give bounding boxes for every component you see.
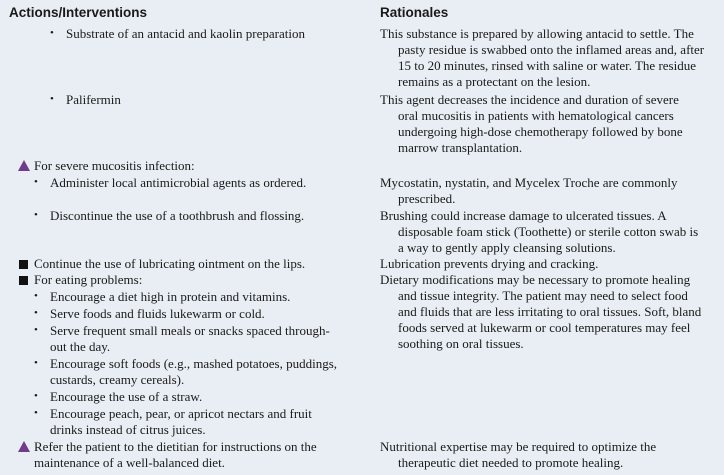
rationale-line: Brushing could increase damage to ulcerated tissues. A (380, 208, 667, 223)
action-dietitian-line1: Refer the patient to the dietitian for instructions on the (34, 439, 317, 454)
rationale-line: and fluids that are less irritating to oral tissues. Soft, bland (398, 304, 702, 319)
rationale-palifermin (380, 92, 718, 156)
bullet-icon: • (34, 209, 38, 221)
rationale-line: undergoing high-dose chemotherapy followed by bone (398, 124, 683, 139)
rationale-line: pasty residue is swabbed onto the inflamed areas and, after (398, 42, 705, 57)
rationale-line: Nutritional expertise may be required to optimize the (380, 439, 657, 454)
action-soft-line1: Encourage soft foods (e.g., mashed potatoes, puddings, (50, 356, 338, 371)
action-straw: Encourage the use of a straw. (50, 389, 203, 404)
triangle-icon (18, 441, 30, 452)
bullet-icon: • (34, 307, 38, 319)
actions-column-header: Actions/Interventions (9, 5, 148, 20)
rationale-line: disposable foam stick (Toothette) or sterile cotton swab is (398, 224, 699, 239)
rationale-diet (380, 272, 718, 352)
bullet-icon: • (34, 357, 38, 369)
action-substrate: Substrate of an antacid and kaolin preparation (66, 26, 305, 41)
bullet-icon: • (34, 176, 38, 188)
bullet-icon: • (34, 290, 38, 302)
rationale-line: and tissue integrity. The patient may need to select food (398, 288, 688, 303)
rationale-line: therapeutic diet needed to promote healing. (398, 455, 624, 470)
square-icon (19, 276, 28, 285)
bullet-icon: • (50, 93, 54, 105)
rationale-line: a way to gently apply cleansing solutions. (398, 240, 616, 255)
action-diet: Encourage a diet high in protein and vitamins. (50, 289, 291, 304)
rationale-substrate (380, 26, 718, 90)
rationale-line: marrow transplantation. (398, 140, 523, 155)
rationale-line: 15 to 20 minutes, rinsed with saline or water. The residue (398, 58, 696, 73)
rationale-line: oral mucositis in patients with hematological cancers (398, 108, 674, 123)
rationale-dietitian (380, 439, 718, 471)
rationale-line: prescribed. (398, 191, 456, 206)
action-lukewarm: Serve foods and fluids lukewarm or cold. (50, 306, 265, 321)
rationales-column-header: Rationales (380, 5, 449, 20)
rationale-lubrication (380, 256, 718, 272)
action-nectar-line2: drinks instead of citrus juices. (50, 422, 206, 437)
bullet-icon: • (50, 27, 54, 39)
rationale-line: foods served at lukewarm or cool temperatures may feel (398, 320, 691, 335)
action-antimicrobial: Administer local antimicrobial agents as ordered. (50, 175, 307, 190)
rationale-line: remains as a protectant on the lesion. (398, 74, 591, 89)
action-severe-heading: For severe mucositis infection: (34, 158, 195, 173)
action-dietitian-line2: maintenance of a well-balanced diet. (34, 455, 225, 470)
rationale-line: Lubrication prevents drying and cracking. (380, 256, 599, 271)
action-palifermin: Palifermin (66, 92, 121, 107)
bullet-icon: • (34, 324, 38, 336)
action-meals-line1: Serve frequent small meals or snacks spaced through- (50, 323, 330, 338)
triangle-icon (18, 160, 30, 171)
action-eating-heading: For eating problems: (34, 272, 143, 287)
rationale-antimicrobial (380, 175, 718, 207)
action-soft-line2: custards, creamy cereals). (50, 372, 185, 387)
rationale-line: Dietary modifications may be necessary to promote healing (380, 272, 691, 287)
action-nectar-line1: Encourage peach, pear, or apricot nectars and fruit (50, 406, 312, 421)
rationale-line: This agent decreases the incidence and duration of severe (380, 92, 679, 107)
square-icon (19, 260, 28, 269)
action-toothbrush: Discontinue the use of a toothbrush and flossing. (50, 208, 305, 223)
action-meals-line2: out the day. (50, 339, 111, 354)
rationale-line: soothing on oral tissues. (398, 336, 524, 351)
bullet-icon: • (34, 390, 38, 402)
rationale-toothbrush (380, 208, 718, 256)
rationale-line: Mycostatin, nystatin, and Mycelex Troche are commonly (380, 175, 678, 190)
action-lubricating: Continue the use of lubricating ointment on the lips. (34, 256, 306, 271)
rationale-line: This substance is prepared by allowing antacid to settle. The (380, 26, 694, 41)
bullet-icon: • (34, 407, 38, 419)
